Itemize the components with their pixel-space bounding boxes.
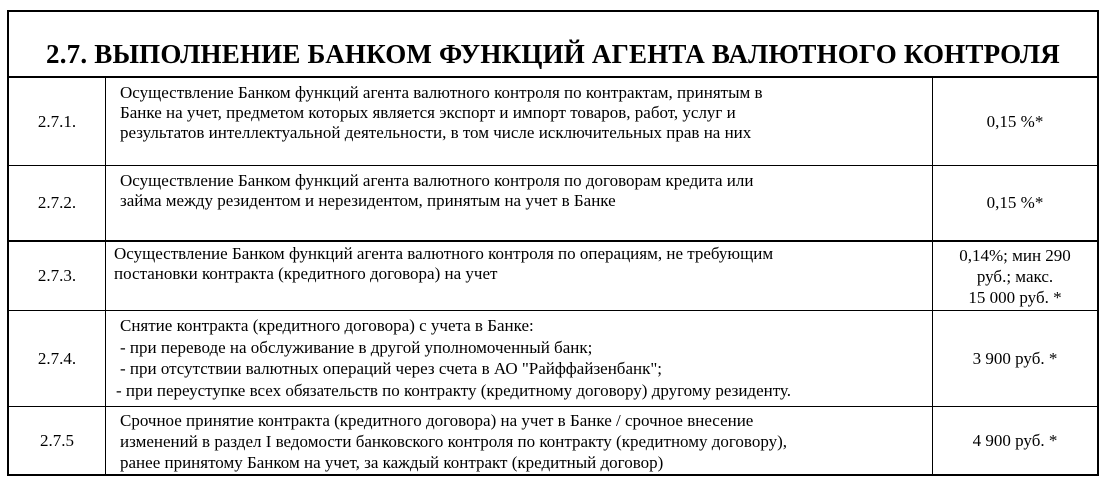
row-number: 2.7.3.: [9, 242, 106, 310]
row-description: [106, 407, 933, 474]
section-title: 2.7. ВЫПОЛНЕНИЕ БАНКОМ ФУНКЦИЙ АГЕНТА ВАЛЮТНОГО КОНТРОЛЯ: [9, 12, 1097, 78]
description-line: займа между резидентом и нерезидентом, принятым на учет в Банке: [120, 191, 616, 210]
row-description: [106, 311, 933, 406]
price-line: 0,14%; мин 290: [959, 245, 1071, 265]
table-row: [9, 166, 1097, 242]
price-line: 15 000 руб. *: [968, 287, 1062, 307]
description-line: Срочное принятие контракта (кредитного договора) на учет в Банке / срочное внесение: [120, 411, 754, 430]
description-line: Снятие контракта (кредитного договора) с учета в Банке:: [120, 316, 534, 335]
tariff-table: [7, 10, 1099, 476]
description-line: Осуществление Банком функций агента валютного контроля по договорам кредита или: [120, 171, 754, 190]
price-line: 4 900 руб. *: [972, 430, 1058, 450]
row-number: 2.7.2.: [9, 166, 106, 240]
table-row: [9, 311, 1097, 407]
row-number: 2.7.4.: [9, 311, 106, 406]
description-line: постановки контракта (кредитного договора) на учет: [114, 264, 498, 283]
row-price: [933, 166, 1097, 240]
table-row: [9, 407, 1097, 474]
description-line: ранее принятому Банком на учет, за каждый контракт (кредитный договор): [120, 453, 664, 472]
row-number: 2.7.1.: [9, 78, 106, 165]
table-row: [9, 242, 1097, 311]
row-price: [933, 242, 1097, 310]
price-line: 0,15 %*: [986, 193, 1044, 212]
row-description: [106, 78, 933, 165]
table-row: [9, 78, 1097, 166]
description-line: Банке на учет, предметом которых является экспорт и импорт товаров, работ, услуг и: [120, 103, 736, 122]
row-price: [933, 78, 1097, 165]
row-price: [933, 311, 1097, 406]
row-description: [106, 166, 933, 240]
description-line: Осуществление Банком функций агента валютного контроля по контрактам, принятым в: [120, 83, 763, 102]
row-number: 2.7.5: [9, 407, 106, 474]
price-line: 0,15 %*: [986, 111, 1044, 131]
price-line: 3 900 руб. *: [972, 348, 1058, 368]
price-line: руб.; макс.: [976, 266, 1054, 286]
row-price: [933, 407, 1097, 474]
row-description: [106, 242, 933, 310]
description-line: изменений в раздел I ведомости банковского контроля по контракту (кредитному договору),: [120, 432, 788, 451]
description-line: результатов интеллектуальной деятельности, в том числе исключительных прав на них: [120, 123, 752, 142]
description-line: - при переуступке всех обязательств по контракту (кредитному договору) другому резиденту.: [116, 380, 791, 400]
description-line: - при переводе на обслуживание в другой уполномоченный банк;: [120, 337, 593, 357]
description-line: - при отсутствии валютных операций через счета в АО "Райффайзенбанк";: [120, 359, 663, 378]
description-line: Осуществление Банком функций агента валютного контроля по операциям, не требующим: [114, 244, 774, 263]
